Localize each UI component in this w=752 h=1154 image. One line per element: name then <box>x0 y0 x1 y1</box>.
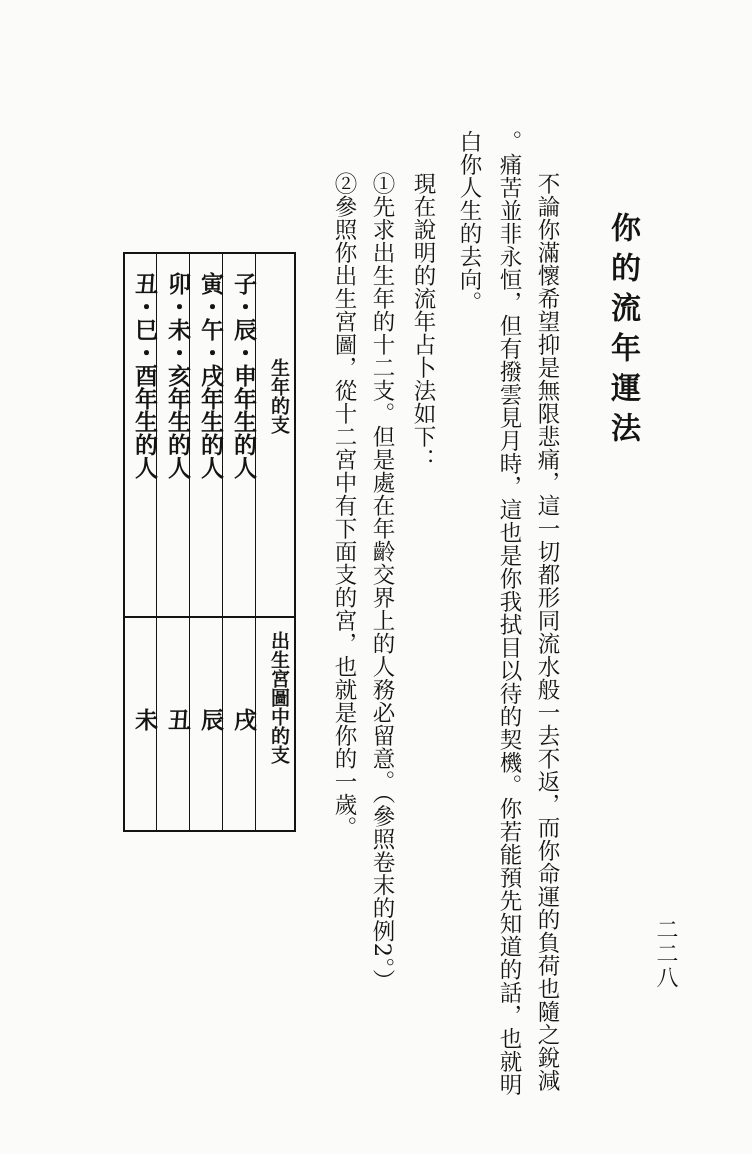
body-column-3: 白你人生的去向。 <box>456 130 482 314</box>
table-row-palace: 戌 <box>230 708 257 731</box>
body-column-4: 現在說明的流年占卜法如下： <box>410 172 436 471</box>
body-column-1: 不論你滿懷希望抑是無限悲痛，這一切都形同流水般一去不返，而你命運的負荷也隨之銳減 <box>534 172 560 1092</box>
step-1-text: ①先求出生年的十二支。但是處在年齡交界上的人務必留意。（參照卷末的例2。） <box>369 172 395 993</box>
page-number: 二二八 <box>653 918 678 990</box>
table-row-birth: 子・辰・申年生的人 <box>230 272 257 479</box>
page-title: 你的流年運法 <box>605 212 640 452</box>
table-row-palace: 未 <box>131 708 158 731</box>
table-divider-horizontal <box>125 616 294 618</box>
body-column-2: 。痛苦並非永恒，但有撥雲見月時，這也是你我拭目以待的契機。你若能預先知道的話，也就明 <box>496 130 522 1096</box>
table-row-palace: 丑 <box>164 708 191 731</box>
table-row-palace: 辰 <box>197 708 224 731</box>
step-2-text: ②參照你出生宮圖，從十二宮中有下面支的宮，也就是你的一歲。 <box>331 172 357 839</box>
table-row-birth: 卯・未・亥年生的人 <box>164 272 191 479</box>
table-header-birth-branch: 生年的支 <box>268 358 290 434</box>
table-header-palace-branch: 出生宮圖中的支 <box>268 631 290 764</box>
table-row-birth: 寅・午・戌年生的人 <box>197 272 224 479</box>
zodiac-table <box>123 252 296 832</box>
table-row-birth: 丑・巳・酉年生的人 <box>131 272 158 479</box>
